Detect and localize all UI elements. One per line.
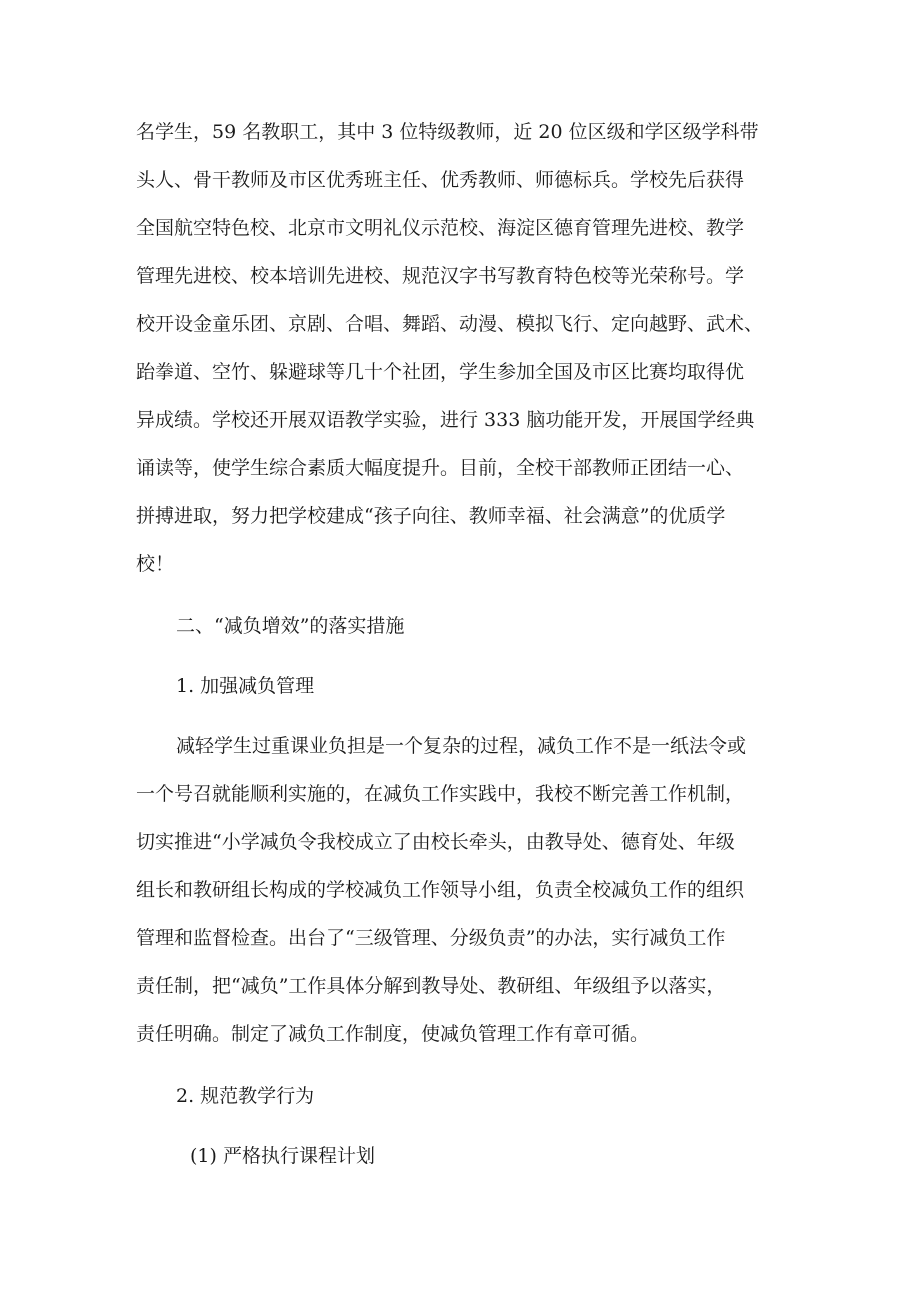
text-line: 异成绩。学校还开展双语教学实验，进行 333 脑功能开发，开展国学经典 (136, 409, 755, 431)
text-line: 全国航空特色校、北京市文明礼仪示范校、海淀区德育管理先进校、教学 (136, 217, 745, 239)
text-line: 跆拳道、空竹、躲避球等几十个社团，学生参加全国及市区比赛均取得优 (136, 361, 745, 383)
text-line: 责任明确。制定了减负工作制度，使减负管理工作有章可循。 (136, 1023, 650, 1045)
text-line: 诵读等，使学生综合素质大幅度提升。目前，全校干部教师正团结一心、 (136, 457, 745, 479)
subsection-heading: 1. 加强减负管理 (176, 675, 315, 697)
text-line: 管理和监督检查。出台了“三级管理、分级负责”的办法，实行减负工作 (136, 927, 726, 949)
text-line: 拼搏进取，努力把学校建成“孩子向往、教师幸福、社会满意”的优质学 (136, 505, 726, 527)
text-line: 切实推进“小学减负令我校成立了由校长牵头，由教导处、德育处、年级 (136, 831, 735, 853)
text-line: 校！ (136, 553, 175, 575)
subsection-heading: 2. 规范教学行为 (176, 1085, 315, 1107)
text-line: 校开设金童乐团、京剧、合唱、舞蹈、动漫、模拟飞行、定向越野、武术、 (136, 313, 764, 335)
text-line: 组长和教研组长构成的学校减负工作领导小组，负责全校减负工作的组织 (136, 879, 745, 901)
text-line: 名学生，59 名教职工，其中 3 位特级教师，近 20 位区级和学区级学科带 (136, 121, 759, 143)
section-heading: 二、“减负增效”的落实措施 (176, 615, 405, 637)
text-line: 责任制，把“减负”工作具体分解到教导处、教研组、年级组予以落实， (136, 975, 726, 997)
text-line: 减轻学生过重课业负担是一个复杂的过程，减负工作不是一纸法令或 (176, 735, 747, 757)
text-line: 管理先进校、校本培训先进校、规范汉字书写教育特色校等光荣称号。学 (136, 265, 745, 287)
subsubsection-heading: (1) 严格执行课程计划 (190, 1145, 375, 1167)
text-line: 一个号召就能顺利实施的，在减负工作实践中，我校不断完善工作机制， (136, 783, 745, 805)
text-line: 头人、骨干教师及市区优秀班主任、优秀教师、师德标兵。学校先后获得 (136, 169, 745, 191)
